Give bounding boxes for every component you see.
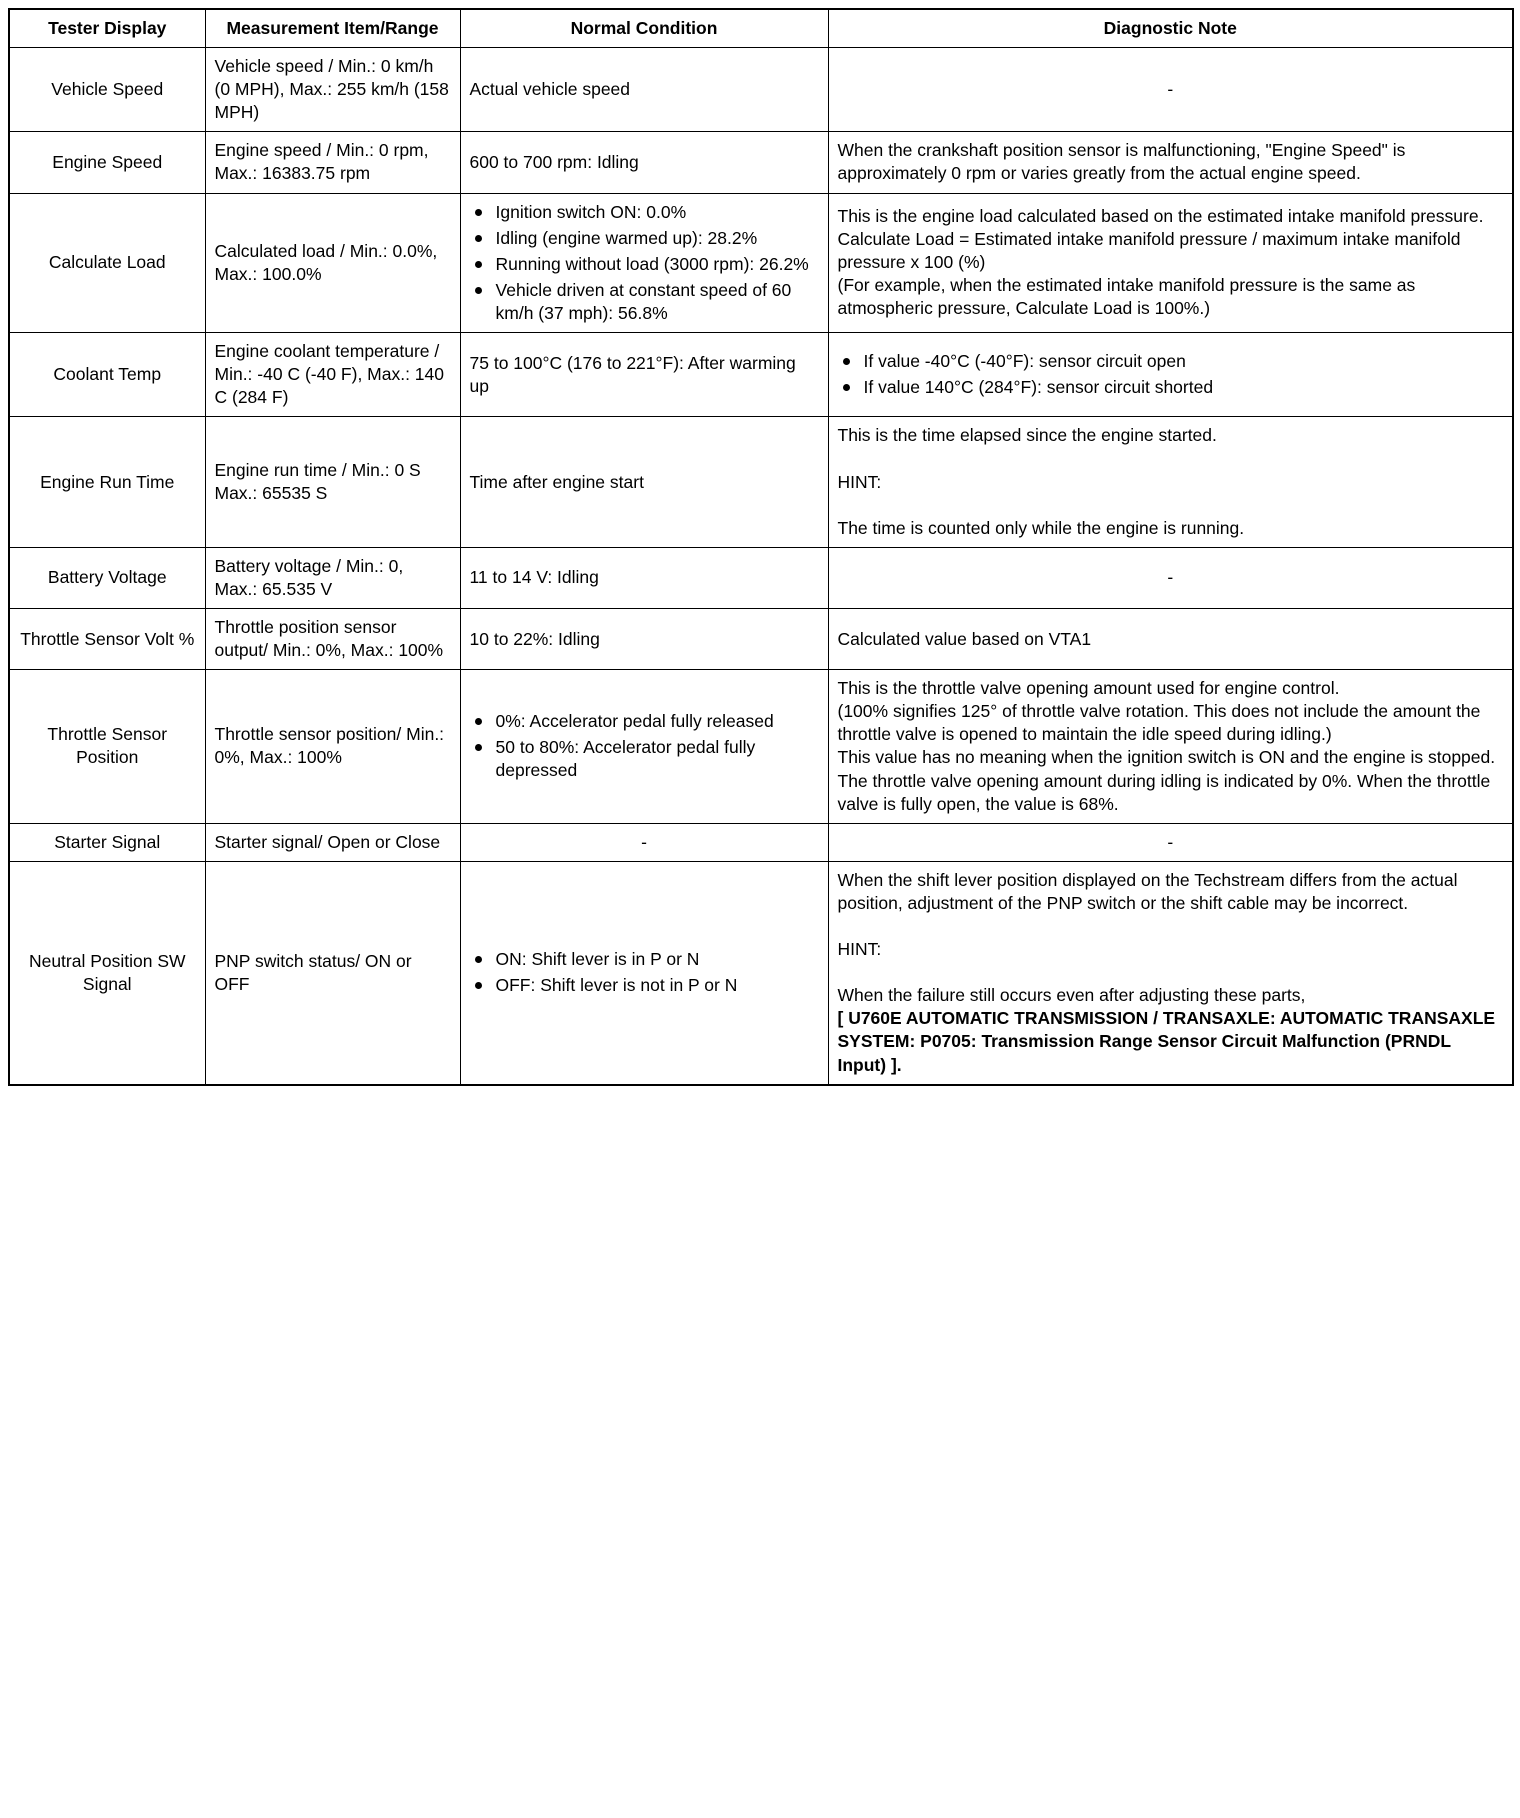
note-paragraph: (For example, when the estimated intake manifold pressure is the same as atmospheric pressure, Calculate Load is 100%.) <box>837 275 1416 319</box>
list-item: If value -40°C (-40°F): sensor circuit open <box>838 350 1504 373</box>
table-row <box>9 670 1513 824</box>
cell-measurement-range: Engine coolant temperature / Min.: -40 C (-40 F), Max.: 140 C (284 F) <box>205 333 460 417</box>
cell-normal-condition <box>460 861 828 1084</box>
list-item: Running without load (3000 rpm): 26.2% <box>470 253 819 276</box>
note-paragraph: This value has no meaning when the ignition switch is ON and the engine is stopped. <box>837 747 1496 768</box>
cell-diagnostic-note <box>828 417 1513 547</box>
table-row <box>9 608 1513 669</box>
cell-normal-condition <box>460 193 828 332</box>
note-paragraph: HINT: <box>837 939 882 960</box>
table-row <box>9 132 1513 193</box>
list-item: 0%: Accelerator pedal fully released <box>470 710 819 733</box>
column-header-tester-display: Tester Display <box>9 9 205 48</box>
table-row <box>9 333 1513 417</box>
cell-tester-display: Throttle Sensor Volt % <box>9 608 205 669</box>
note-paragraph: When the failure still occurs even after adjusting these parts, <box>837 985 1306 1006</box>
cell-measurement-range: Engine speed / Min.: 0 rpm, Max.: 16383.75 rpm <box>205 132 460 193</box>
table-header <box>9 9 1513 48</box>
list-item: OFF: Shift lever is not in P or N <box>470 974 819 997</box>
condition-bullet-list <box>470 201 819 325</box>
list-item: If value 140°C (284°F): sensor circuit shorted <box>838 376 1504 399</box>
cell-normal-condition: 11 to 14 V: Idling <box>460 547 828 608</box>
cell-diagnostic-note <box>828 333 1513 417</box>
cell-tester-display: Engine Speed <box>9 132 205 193</box>
list-item: 50 to 80%: Accelerator pedal fully depressed <box>470 736 819 782</box>
cell-normal-condition: 600 to 700 rpm: Idling <box>460 132 828 193</box>
cell-diagnostic-note: - <box>828 547 1513 608</box>
note-paragraph: This is the engine load calculated based on the estimated intake manifold pressure. <box>837 206 1484 227</box>
cell-normal-condition: Actual vehicle speed <box>460 48 828 132</box>
note-paragraph: This is the throttle valve opening amount used for engine control. <box>837 678 1340 699</box>
cell-diagnostic-note: - <box>828 823 1513 861</box>
table-row <box>9 547 1513 608</box>
cell-normal-condition: Time after engine start <box>460 417 828 547</box>
note-spacer <box>838 915 1504 938</box>
cell-measurement-range: Throttle sensor position/ Min.: 0%, Max.: 100% <box>205 670 460 824</box>
condition-bullet-list <box>470 948 819 997</box>
table-row <box>9 823 1513 861</box>
cell-diagnostic-note <box>828 193 1513 332</box>
condition-bullet-list <box>470 710 819 782</box>
note-paragraph: The throttle valve opening amount during idling is indicated by 0%. When the throttle valve is fully open, the value is 68%. <box>837 770 1491 814</box>
cell-diagnostic-note <box>828 861 1513 1084</box>
cell-normal-condition: - <box>460 823 828 861</box>
header-row <box>9 9 1513 48</box>
note-reference-link: [ U760E AUTOMATIC TRANSMISSION / TRANSAXLE: AUTOMATIC TRANSAXLE SYSTEM: P0705: Transmission Range Sensor Circuit Malfunction (PRNDL Input) ]. <box>837 1008 1496 1075</box>
note-spacer <box>838 494 1504 517</box>
cell-measurement-range: Vehicle speed / Min.: 0 km/h (0 MPH), Max.: 255 km/h (158 MPH) <box>205 48 460 132</box>
note-paragraph: This is the time elapsed since the engine started. <box>837 425 1217 446</box>
cell-diagnostic-note: - <box>828 48 1513 132</box>
note-bullet-list <box>838 350 1504 399</box>
cell-tester-display: Engine Run Time <box>9 417 205 547</box>
cell-measurement-range: Engine run time / Min.: 0 S Max.: 65535 S <box>205 417 460 547</box>
cell-measurement-range: Starter signal/ Open or Close <box>205 823 460 861</box>
cell-normal-condition: 10 to 22%: Idling <box>460 608 828 669</box>
list-item: Idling (engine warmed up): 28.2% <box>470 227 819 250</box>
column-header-normal-condition: Normal Condition <box>460 9 828 48</box>
note-paragraph: The time is counted only while the engine is running. <box>837 517 1245 538</box>
table-body <box>9 48 1513 1085</box>
cell-tester-display: Coolant Temp <box>9 333 205 417</box>
note-paragraph: When the shift lever position displayed on the Techstream differs from the actual position, adjustment of the PNP switch or the shift cable may be incorrect. <box>837 869 1458 913</box>
list-item: ON: Shift lever is in P or N <box>470 948 819 971</box>
table-row <box>9 48 1513 132</box>
table-row <box>9 861 1513 1084</box>
note-paragraph: (100% signifies 125° of throttle valve rotation. This does not include the amount the throttle valve is opened to maintain the idle speed during idling.) <box>837 701 1481 745</box>
cell-tester-display: Throttle Sensor Position <box>9 670 205 824</box>
cell-measurement-range: Battery voltage / Min.: 0, Max.: 65.535 V <box>205 547 460 608</box>
cell-diagnostic-note: When the crankshaft position sensor is malfunctioning, "Engine Speed" is approximately 0 rpm or varies greatly from the actual engine speed. <box>828 132 1513 193</box>
cell-tester-display: Neutral Position SW Signal <box>9 861 205 1084</box>
cell-tester-display: Battery Voltage <box>9 547 205 608</box>
note-paragraph: HINT: <box>837 471 882 492</box>
column-header-diagnostic-note: Diagnostic Note <box>828 9 1513 48</box>
cell-tester-display: Starter Signal <box>9 823 205 861</box>
cell-diagnostic-note: Calculated value based on VTA1 <box>828 608 1513 669</box>
note-spacer <box>838 961 1504 984</box>
cell-measurement-range: Throttle position sensor output/ Min.: 0%, Max.: 100% <box>205 608 460 669</box>
cell-tester-display: Calculate Load <box>9 193 205 332</box>
cell-tester-display: Vehicle Speed <box>9 48 205 132</box>
list-item: Vehicle driven at constant speed of 60 km/h (37 mph): 56.8% <box>470 279 819 325</box>
cell-measurement-range: Calculated load / Min.: 0.0%, Max.: 100.0% <box>205 193 460 332</box>
table-row <box>9 193 1513 332</box>
table-row <box>9 417 1513 547</box>
list-item: Ignition switch ON: 0.0% <box>470 201 819 224</box>
note-paragraph: Calculate Load = Estimated intake manifold pressure / maximum intake manifold pressure x 100 (%) <box>837 229 1461 273</box>
column-header-measurement-item-range: Measurement Item/Range <box>205 9 460 48</box>
cell-normal-condition <box>460 670 828 824</box>
cell-normal-condition: 75 to 100°C (176 to 221°F): After warming up <box>460 333 828 417</box>
cell-measurement-range: PNP switch status/ ON or OFF <box>205 861 460 1084</box>
diagnostic-parameters-table <box>8 8 1514 1086</box>
cell-diagnostic-note <box>828 670 1513 824</box>
note-spacer <box>838 447 1504 470</box>
